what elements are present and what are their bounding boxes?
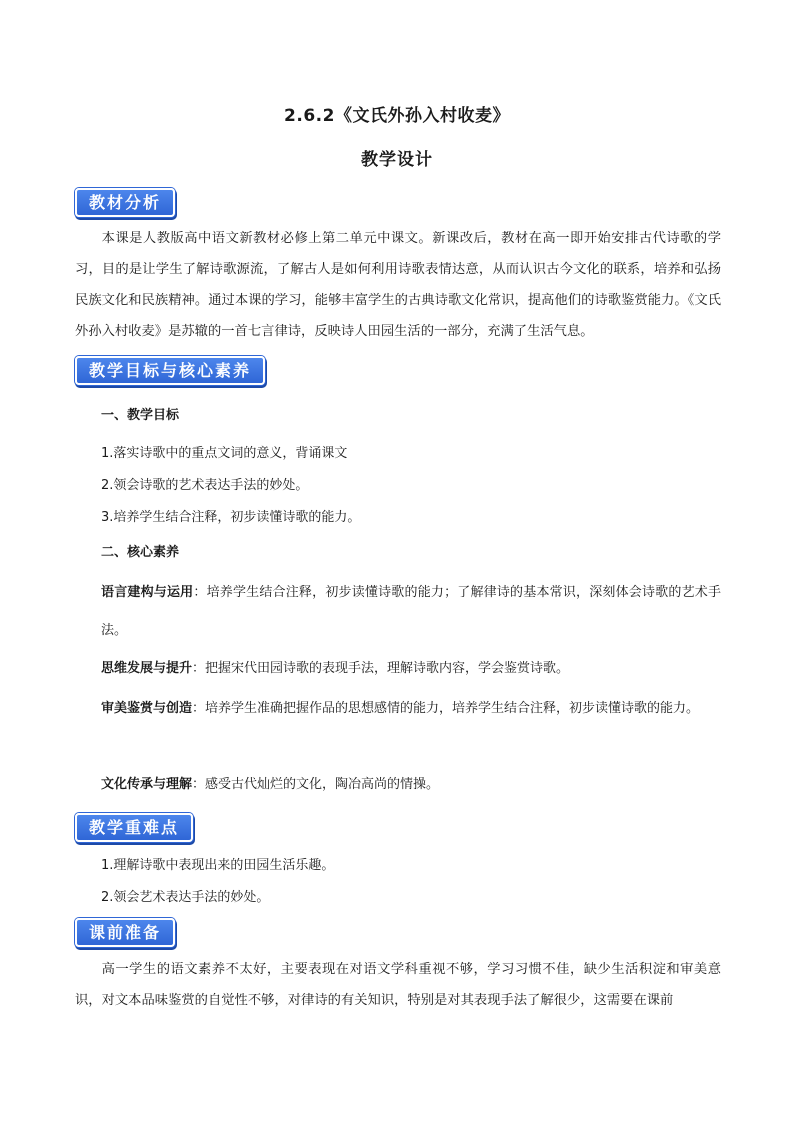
section-heading-analysis: 教材分析 (75, 188, 175, 217)
competency-item (101, 650, 721, 688)
keypoint-item: 1.理解诗歌中表现出来的田园生活乐趣。 (101, 858, 335, 873)
competency-text: ：培养学生准确把握作品的思想感情的能力，培养学生结合注释，初步读懂诗歌的能力。 (192, 701, 700, 716)
goals-subheading: 一、教学目标 (101, 408, 180, 423)
competency-label: 思维发展与提升 (101, 661, 193, 676)
section-heading-goals: 教学目标与核心素养 (75, 356, 265, 385)
goal-item: 2.领会诗歌的艺术表达手法的妙处。 (101, 478, 309, 493)
goal-item: 3.培养学生结合注释，初步读懂诗歌的能力。 (101, 510, 361, 525)
prep-paragraph: 高一学生的语文素养不太好，主要表现在对语文学科重视不够，学习习惯不佳，缺少生活积淀和审美意识，对文本品味鉴赏的自觉性不够，对律诗的有关知识，特别是对其表现手法了解很少，这需要在课前 (75, 962, 721, 1008)
competency-label: 文化传承与理解 (101, 777, 193, 792)
competency-text: ：把握宋代田园诗歌的表现手法，理解诗歌内容，学会鉴赏诗歌。 (192, 661, 570, 676)
goal-item: 1.落实诗歌中的重点文词的意义，背诵课文 (101, 446, 348, 461)
competency-text: ：培养学生结合注释，初步读懂诗歌的能力；了解律诗的基本常识，深刻体会诗歌的艺术手法。 (101, 585, 721, 638)
section-heading-prep: 课前准备 (75, 918, 175, 947)
document-subtitle: 教学设计 (361, 150, 433, 170)
section-heading-keypoints: 教学重难点 (75, 813, 193, 842)
competency-item (101, 574, 721, 650)
competency-text: ：感受古代灿烂的文化，陶冶高尚的情操。 (192, 777, 440, 792)
competency-label: 审美鉴赏与创造 (101, 701, 193, 716)
analysis-paragraph: 本课是人教版高中语文新教材必修上第二单元中课文。新课改后，教材在高一即开始安排古代诗歌的学习，目的是让学生了解诗歌源流，了解古人是如何利用诗歌表情达意，从而认识古今文化的联系，培养和弘扬民族文化和民族精神。通过本课的学习，能够丰富学生的古典诗歌文化常识，提高他们的诗歌鉴赏能力。《文氏外孙入村收麦》是苏辙的一首七言律诗，反映诗人田园生活的一部分，充满了生活气息。 (75, 231, 721, 339)
competency-item (101, 690, 721, 728)
document-title: 2.6.2《文氏外孙入村收麦》 (284, 106, 510, 126)
competency-subheading: 二、核心素养 (101, 545, 180, 560)
competency-label: 语言建构与运用 (101, 585, 194, 600)
competency-item (101, 766, 721, 804)
keypoint-item: 2.领会艺术表达手法的妙处。 (101, 890, 270, 905)
